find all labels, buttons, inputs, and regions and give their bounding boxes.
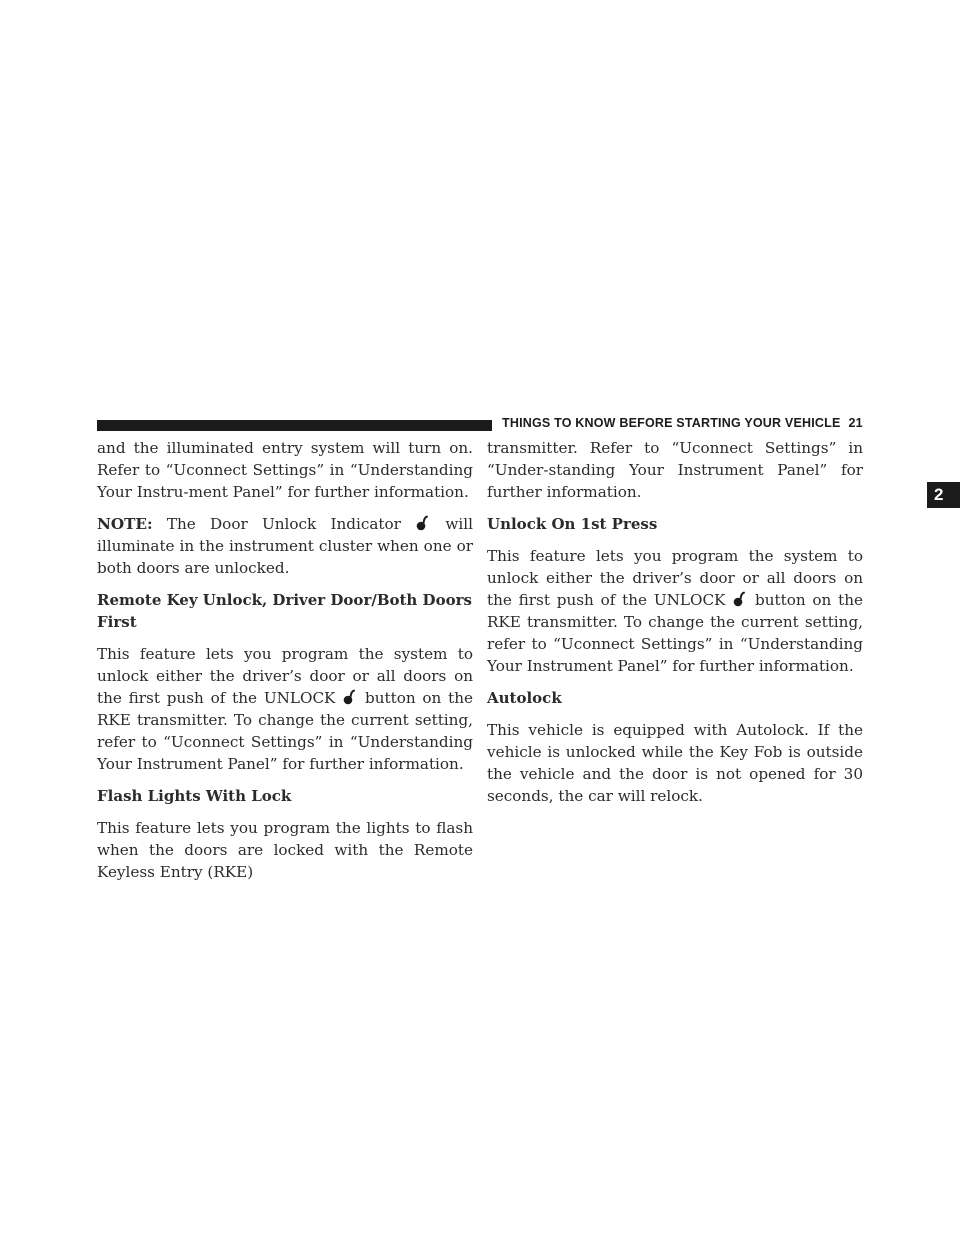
paragraph: This vehicle is equipped with Autolock. If the vehicle is unlocked while the Key Fob is outside the vehicle and the door is not opened for 30 seconds, the car will relock. [487,721,863,805]
section-heading: Unlock On 1st Press [487,515,658,533]
unlock-icon [733,591,747,607]
section-heading: Remote Key Unlock, Driver Door/Both Doors First [97,591,472,631]
page-number: 21 [848,416,863,430]
paragraph: and the illuminated entry system will turn on. Refer to “Uconnect Settings” in “Understanding Your Instru-ment Panel” for further information. [97,439,473,501]
paragraph-text: This feature lets you program the system to unlock either the driver’s door or all doors on the first push of the UNLOCK [97,645,473,707]
chapter-tab: 2 [927,482,960,508]
header-title: THINGS TO KNOW BEFORE STARTING YOUR VEHICLE [502,416,841,430]
note-label: NOTE: [97,515,153,533]
paragraph [487,545,863,677]
paragraph: This feature lets you program the lights to flash when the doors are locked with the Remote Keyless Entry (RKE) [97,819,473,881]
paragraph: transmitter. Refer to “Uconnect Settings” in “Under-standing Your Instrument Panel” for further information. [487,439,863,501]
note-text: will illuminate in the instrument cluster when one or both doors are unlocked. [97,515,474,577]
paragraph-text: This feature lets you program the system to unlock either the driver’s door or all doors on the first push of the UNLOCK [487,547,863,609]
paragraph-text: button on the RKE transmitter. To change the current setting, refer to “Uconnect Settings” in “Understanding Your Instrument Panel” for further information. [97,689,473,773]
section-heading: Flash Lights With Lock [97,787,292,805]
note-text: The Door Unlock Indicator [152,515,416,533]
right-column [487,437,863,817]
unlock-icon [416,515,430,531]
running-header [502,416,863,430]
section-heading: Autolock [487,689,562,707]
paragraph [97,643,473,775]
paragraph-text: button on the RKE transmitter. To change the current setting, refer to “Uconnect Settings” in “Understanding Your Instrument Panel” for further information. [487,591,863,675]
left-column [97,437,473,893]
unlock-icon [343,689,357,705]
note-paragraph [97,513,473,579]
header-rule [97,420,492,431]
